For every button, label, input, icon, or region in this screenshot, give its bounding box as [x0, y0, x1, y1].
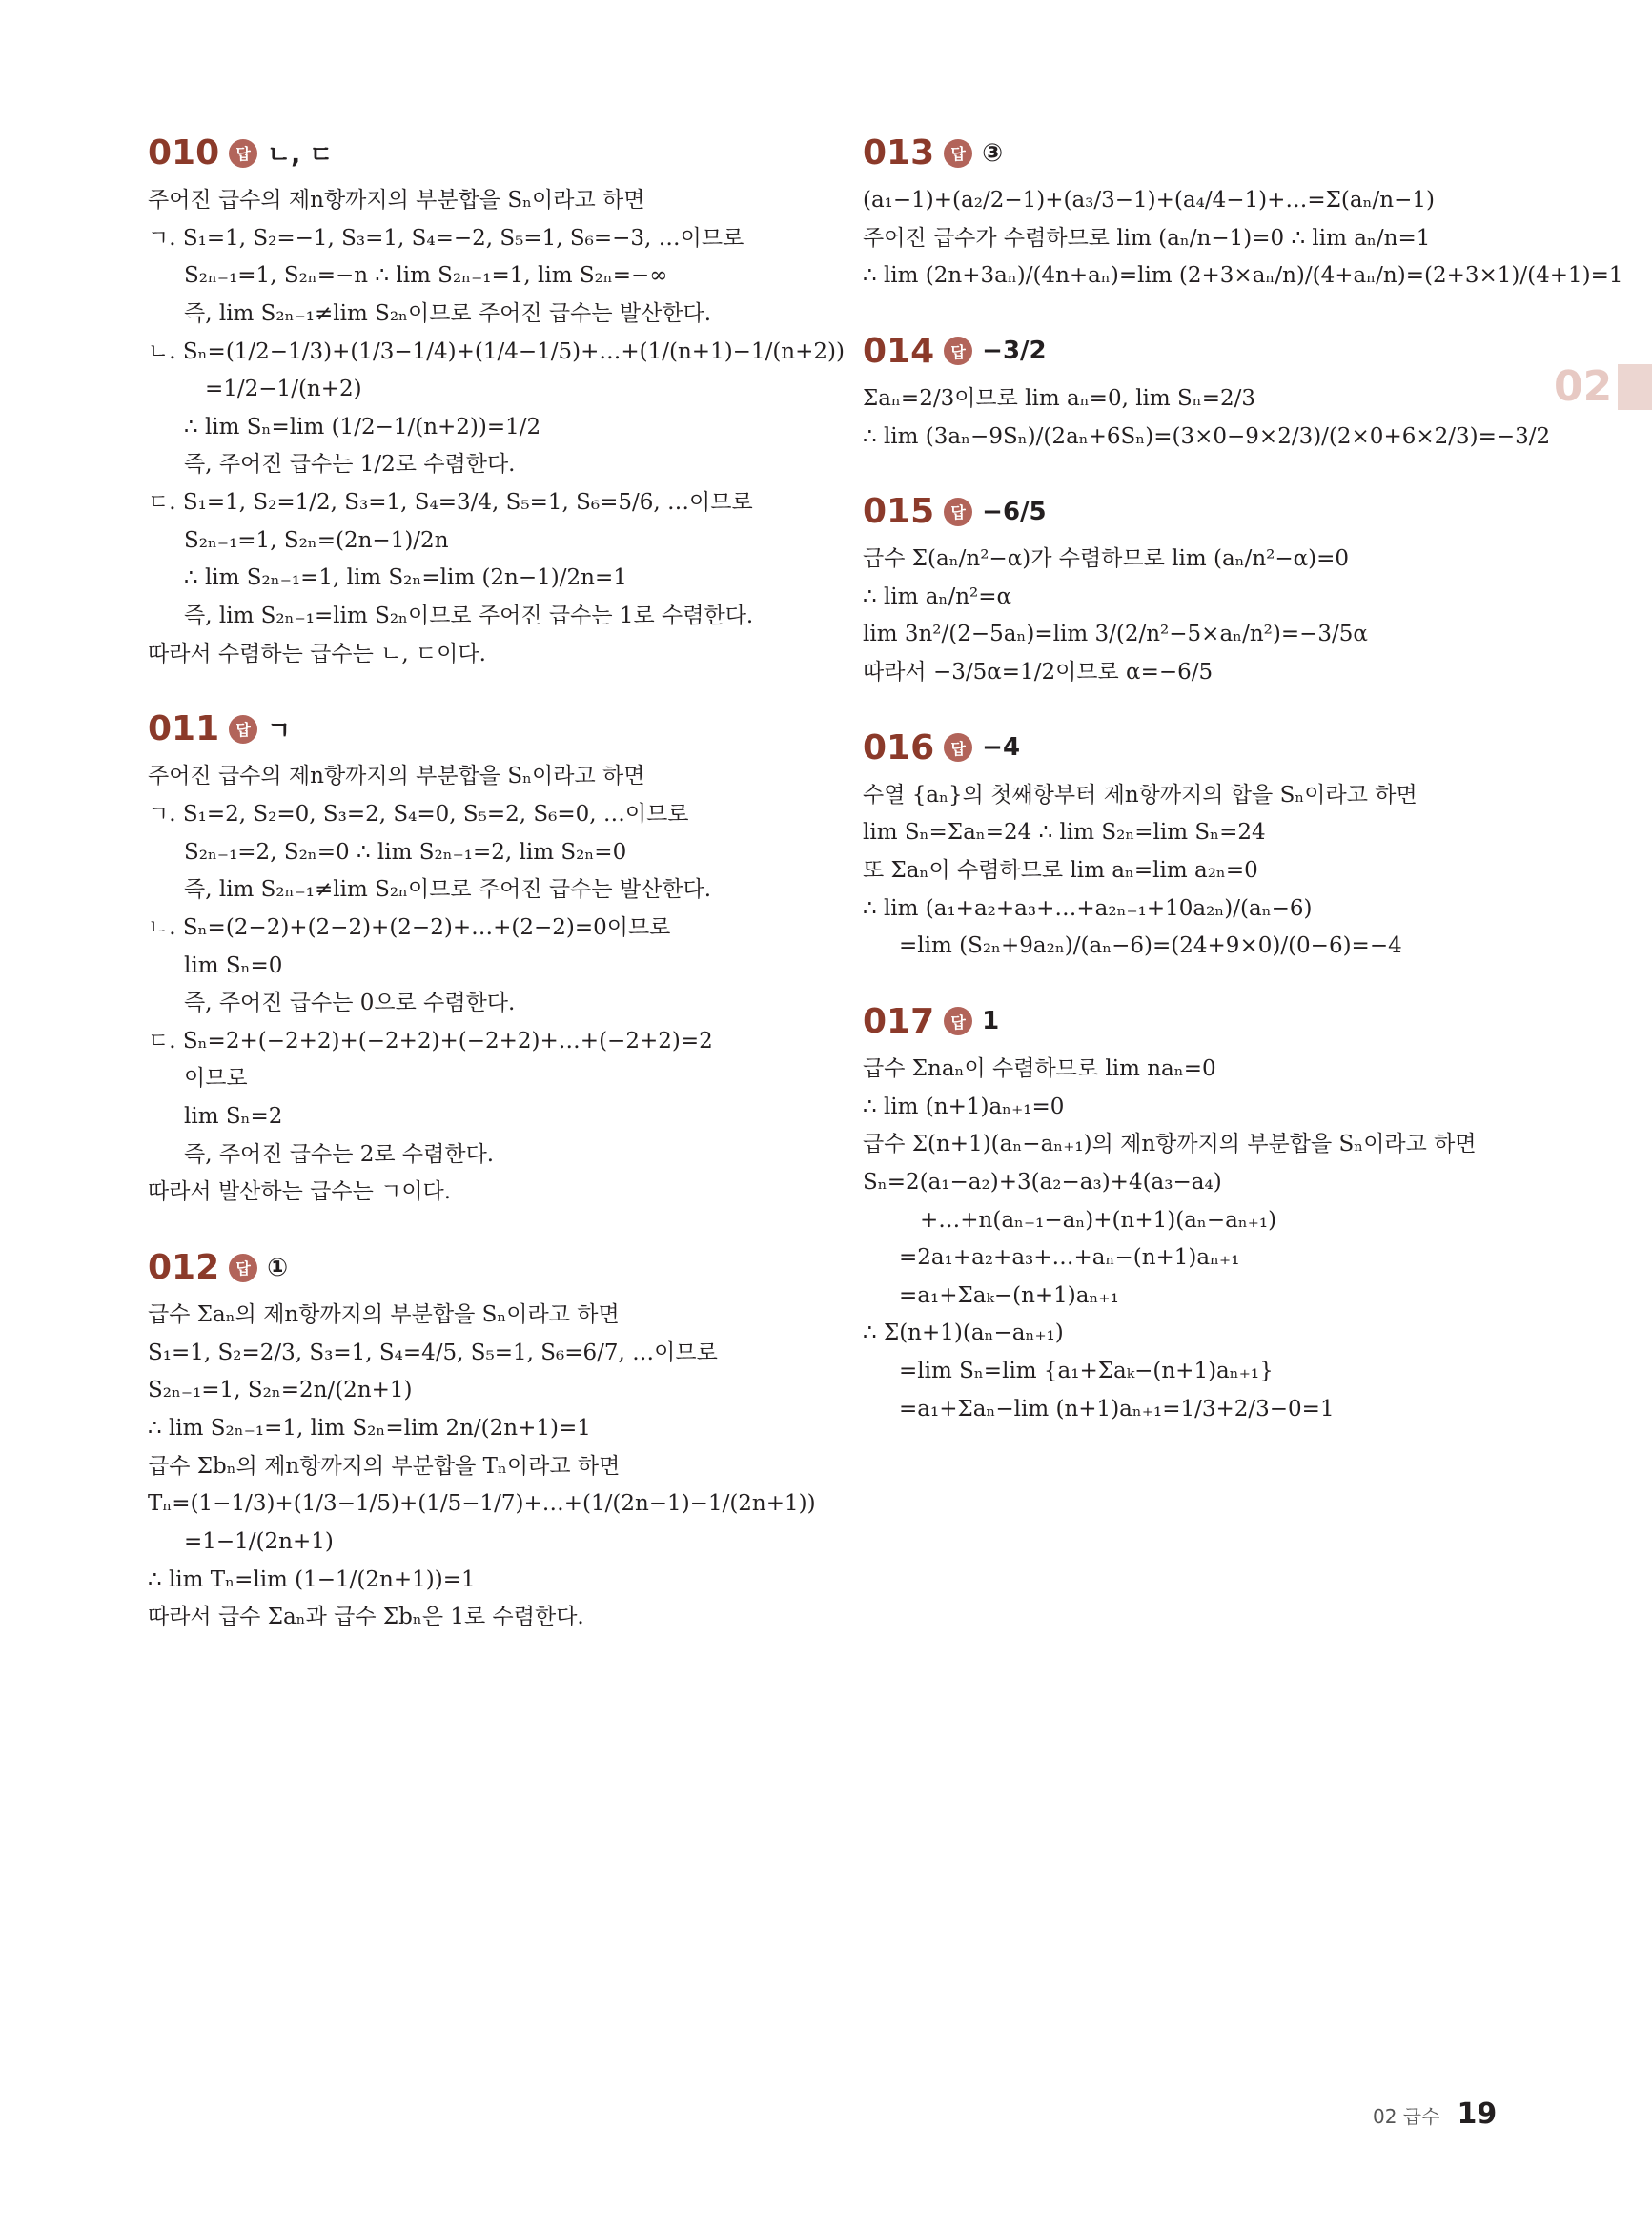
solution-line: 급수 Σaₙ의 제n항까지의 부분합을 Sₙ이라고 하면	[148, 1302, 620, 1328]
solution-line: ㄴ. Sₙ=(1/2−1/3)+(1/3−1/4)+(1/4−1/5)+…+(1/(n+1)−1/(n+2))	[148, 338, 845, 364]
answer-value: ①	[267, 1253, 289, 1282]
solution-line: 즉, 주어진 급수는 0으로 수렴한다.	[184, 991, 516, 1016]
problem-number: 015	[863, 492, 935, 532]
solution-line: 이므로	[184, 1066, 248, 1092]
solution-line: ∴ lim Sₙ=lim (1/2−1/(n+2))=1/2	[184, 414, 541, 440]
solution-line: ∴ lim (2n+3aₙ)/(4n+aₙ)=lim (2+3×aₙ/n)/(4+aₙ/n)=(2+3×1)/(4+1)=1	[863, 263, 1623, 289]
solution-line: 즉, lim S₂ₙ₋₁=lim S₂ₙ이므로 주어진 급수는 1로 수렴한다.	[184, 604, 754, 629]
solution-line: 따라서 수렴하는 급수는 ㄴ, ㄷ이다.	[148, 641, 486, 666]
answer-badge: 답	[944, 1007, 972, 1035]
answer-value: −6/5	[982, 497, 1047, 526]
solution-line: =2a₁+a₂+a₃+…+aₙ−(n+1)aₙ₊₁	[899, 1245, 1240, 1271]
solution-line: (a₁−1)+(a₂/2−1)+(a₃/3−1)+(a₄/4−1)+…=Σ(aₙ/n−1)	[863, 188, 1435, 213]
problem-014	[863, 331, 1551, 454]
solution-line: ㄴ. Sₙ=(2−2)+(2−2)+(2−2)+…+(2−2)=0이므로	[148, 914, 671, 940]
solution-line: =a₁+Σaₖ−(n+1)aₙ₊₁	[899, 1282, 1119, 1308]
answer-value: −3/2	[982, 337, 1047, 366]
problem-number: 016	[863, 727, 935, 767]
solution-line: 급수 Σ(n+1)(aₙ−aₙ₊₁)의 제n항까지의 부분합을 Sₙ이라고 하면	[863, 1132, 1477, 1157]
solution-line: 주어진 급수가 수렴하므로 lim (aₙ/n−1)=0 ∴ lim aₙ/n=1	[863, 225, 1431, 251]
solution-line: 주어진 급수의 제n항까지의 부분합을 Sₙ이라고 하면	[148, 188, 645, 213]
solution-line: =a₁+Σaₙ−lim (n+1)aₙ₊₁=1/3+2/3−0=1	[899, 1396, 1335, 1422]
answer-badge: 답	[944, 337, 972, 365]
problem-017	[863, 1002, 1530, 1426]
problem-header	[863, 492, 1530, 531]
solution-line: lim Sₙ=0	[184, 952, 283, 978]
solution-line: Σaₙ=2/3이므로 lim aₙ=0, lim Sₙ=2/3	[863, 385, 1256, 411]
problem-header	[148, 709, 815, 748]
solution-line: =lim (S₂ₙ+9a₂ₙ)/(aₙ−6)=(24+9×0)/(0−6)=−4	[899, 933, 1402, 959]
solution-line: ∴ lim (n+1)aₙ₊₁=0	[863, 1094, 1065, 1119]
answer-badge: 답	[944, 498, 972, 526]
solution-line: 즉, lim S₂ₙ₋₁≠lim S₂ₙ이므로 주어진 급수는 발산한다.	[184, 300, 712, 326]
solution-line: 급수 Σbₙ의 제n항까지의 부분합을 Tₙ이라고 하면	[148, 1453, 621, 1479]
solution-line: ∴ lim S₂ₙ₋₁=1, lim S₂ₙ=lim (2n−1)/2n=1	[184, 565, 627, 591]
solution-line: 급수 Σ(aₙ/n²−α)가 수렴하므로 lim (aₙ/n²−α)=0	[863, 546, 1350, 572]
solution-line: lim Sₙ=2	[184, 1104, 283, 1130]
problem-header	[863, 1002, 1530, 1041]
answer-value: −4	[982, 733, 1021, 763]
answer-badge: 답	[229, 139, 257, 168]
page-footer	[1373, 2097, 1497, 2131]
solution-line: 따라서 −3/5α=1/2이므로 α=−6/5	[863, 660, 1214, 685]
problem-015	[863, 492, 1530, 690]
solution-line: S₂ₙ₋₁=1, S₂ₙ=(2n−1)/2n	[184, 527, 449, 553]
solution-line: ㄱ. S₁=2, S₂=0, S₃=2, S₄=0, S₅=2, S₆=0, …이므로	[148, 801, 689, 827]
problem-header	[148, 1248, 815, 1287]
side-tab-block	[1618, 364, 1652, 410]
left-column	[148, 133, 845, 1673]
problem-016	[863, 728, 1530, 964]
problem-010	[148, 133, 845, 671]
solution-line: ㄱ. S₁=1, S₂=−1, S₃=1, S₄=−2, S₅=1, S₆=−3, …이므로	[148, 225, 744, 251]
solution-line: =1/2−1/(n+2)	[205, 377, 362, 402]
solution-line: ㄷ. S₁=1, S₂=1/2, S₃=1, S₄=3/4, S₅=1, S₆=5/6, …이므로	[148, 490, 753, 516]
solution-line: 주어진 급수의 제n항까지의 부분합을 Sₙ이라고 하면	[148, 764, 645, 789]
answer-value: ㄴ, ㄷ	[267, 141, 334, 170]
problem-header	[863, 728, 1530, 767]
solution-line: ∴ lim S₂ₙ₋₁=1, lim S₂ₙ=lim 2n/(2n+1)=1	[148, 1415, 591, 1441]
chapter-side-tab	[1554, 362, 1652, 411]
answer-badge: 답	[229, 1254, 257, 1282]
solution-line: S₂ₙ₋₁=1, S₂ₙ=2n/(2n+1)	[148, 1378, 413, 1403]
solution-line: ∴ lim (3aₙ−9Sₙ)/(2aₙ+6Sₙ)=(3×0−9×2/3)/(2×0+6×2/3)=−3/2	[863, 423, 1551, 449]
solution-line: 급수 Σnaₙ이 수렴하므로 lim naₙ=0	[863, 1055, 1216, 1081]
problem-number: 010	[148, 133, 220, 173]
solution-line: 수열 {aₙ}의 첫째항부터 제n항까지의 합을 Sₙ이라고 하면	[863, 782, 1417, 808]
solution-line: S₂ₙ₋₁=1, S₂ₙ=−n ∴ lim S₂ₙ₋₁=1, lim S₂ₙ=−∞	[184, 263, 668, 289]
solution-line: ∴ Σ(n+1)(aₙ−aₙ₊₁)	[863, 1320, 1064, 1346]
answer-badge: 답	[944, 139, 972, 168]
solution-line: S₁=1, S₂=2/3, S₃=1, S₄=4/5, S₅=1, S₆=6/7, …이므로	[148, 1340, 718, 1365]
answer-value: 1	[982, 1007, 1000, 1036]
problem-header	[148, 133, 815, 173]
solution-line: ㄷ. Sₙ=2+(−2+2)+(−2+2)+(−2+2)+…+(−2+2)=2	[148, 1028, 713, 1054]
solution-line: Sₙ=2(a₁−a₂)+3(a₂−a₃)+4(a₃−a₄)	[863, 1169, 1222, 1195]
answer-value: ③	[982, 138, 1004, 168]
answer-badge: 답	[944, 733, 972, 762]
problem-number: 012	[148, 1248, 220, 1288]
solution-line: =lim Sₙ=lim {a₁+Σaₖ−(n+1)aₙ₊₁}	[899, 1359, 1274, 1384]
solution-line: ∴ lim Tₙ=lim (1−1/(2n+1))=1	[148, 1566, 476, 1592]
problem-number: 013	[863, 133, 935, 173]
problem-011	[148, 709, 815, 1210]
problem-number: 011	[148, 709, 220, 749]
answer-value: ㄱ	[267, 717, 292, 747]
problem-012	[148, 1248, 815, 1635]
solution-line: 즉, 주어진 급수는 2로 수렴한다.	[184, 1141, 495, 1167]
solution-line: +…+n(aₙ₋₁−aₙ)+(n+1)(aₙ−aₙ₊₁)	[920, 1207, 1277, 1233]
solution-line: 즉, lim S₂ₙ₋₁≠lim S₂ₙ이므로 주어진 급수는 발산한다.	[184, 877, 712, 903]
problem-number: 014	[863, 331, 935, 371]
side-tab-number: 02	[1554, 362, 1613, 411]
answer-badge: 답	[229, 715, 257, 744]
problem-number: 017	[863, 1001, 935, 1041]
chapter-label: 02 급수	[1373, 2105, 1440, 2128]
solution-line: =1−1/(2n+1)	[184, 1528, 334, 1554]
problem-header	[863, 332, 1530, 371]
problem-013	[863, 133, 1623, 294]
solution-line: Tₙ=(1−1/3)+(1/3−1/5)+(1/5−1/7)+…+(1/(2n−1)−1/(2n+1))	[148, 1491, 816, 1517]
solution-line: 즉, 주어진 급수는 1/2로 수렴한다.	[184, 452, 516, 478]
solution-line: 따라서 급수 Σaₙ과 급수 Σbₙ은 1로 수렴한다.	[148, 1605, 584, 1630]
solution-line: ∴ lim (a₁+a₂+a₃+…+a₂ₙ₋₁+10a₂ₙ)/(aₙ−6)	[863, 895, 1313, 921]
solution-line: lim 3n²/(2−5aₙ)=lim 3/(2/n²−5×aₙ/n²)=−3/5α	[863, 622, 1368, 647]
solution-line: 또 Σaₙ이 수렴하므로 lim aₙ=lim a₂ₙ=0	[863, 858, 1258, 884]
solution-line: 따라서 발산하는 급수는 ㄱ이다.	[148, 1179, 452, 1205]
solution-line: S₂ₙ₋₁=2, S₂ₙ=0 ∴ lim S₂ₙ₋₁=2, lim S₂ₙ=0	[184, 839, 627, 865]
solution-line: ∴ lim aₙ/n²=α	[863, 583, 1012, 609]
page-number: 19	[1457, 2097, 1498, 2131]
problem-header	[863, 133, 1530, 173]
solution-line: lim Sₙ=Σaₙ=24 ∴ lim S₂ₙ=lim Sₙ=24	[863, 820, 1266, 846]
